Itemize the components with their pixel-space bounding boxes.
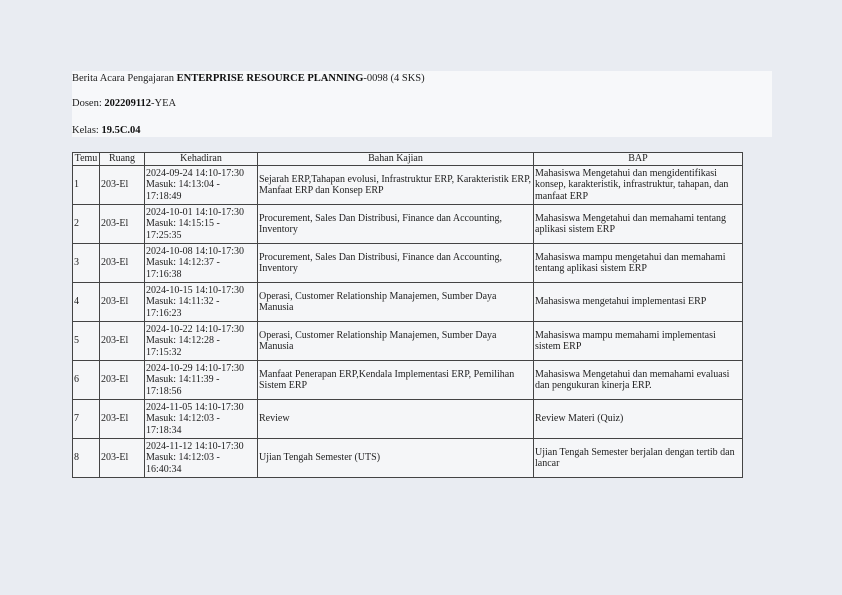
cell-ruang: 203-El <box>100 361 145 400</box>
kehadiran-masuk: Masuk: 14:13:04 - <box>146 179 220 191</box>
column-header-bap: BAP <box>534 153 743 166</box>
cell-kehadiran <box>145 439 258 478</box>
table-row <box>73 322 743 361</box>
kehadiran-keluar: 17:18:34 <box>146 424 182 436</box>
cell-temu: 4 <box>73 283 100 322</box>
cell-bahan-kajian: Operasi, Customer Relationship Manajemen, Sumber Daya Manusia <box>258 283 534 322</box>
kehadiran-masuk: Masuk: 14:15:15 - <box>146 218 220 230</box>
table-row <box>73 166 743 205</box>
lecturer-code: -YEA <box>151 98 177 109</box>
kehadiran-keluar: 16:40:34 <box>146 463 182 475</box>
kehadiran-masuk: Masuk: 14:12:37 - <box>146 257 220 269</box>
kehadiran-jadwal: 2024-11-05 14:10-17:30 <box>146 401 244 413</box>
cell-temu: 1 <box>73 166 100 205</box>
cell-bap: Mahasiswa mampu memahami implementasi sistem ERP <box>534 322 743 361</box>
kehadiran-keluar: 17:15:32 <box>146 346 182 358</box>
kehadiran-jadwal: 2024-10-15 14:10-17:30 <box>146 284 245 296</box>
table-row <box>73 361 743 400</box>
cell-bahan-kajian: Manfaat Penerapan ERP,Kendala Implementasi ERP, Pemilihan Sistem ERP <box>258 361 534 400</box>
kehadiran-masuk: Masuk: 14:12:28 - <box>146 335 220 347</box>
column-header-ruang: Ruang <box>100 153 145 166</box>
kehadiran-masuk: Masuk: 14:12:03 - <box>146 452 220 464</box>
table-header-row <box>73 153 743 166</box>
cell-kehadiran <box>145 166 258 205</box>
cell-ruang: 203-El <box>100 439 145 478</box>
attendance-table <box>72 152 743 478</box>
course-code: -0098 (4 SKS) <box>363 73 425 84</box>
cell-temu: 5 <box>73 322 100 361</box>
kehadiran-jadwal: 2024-09-24 14:10-17:30 <box>146 167 245 179</box>
cell-ruang: 203-El <box>100 322 145 361</box>
cell-bahan-kajian: Operasi, Customer Relationship Manajemen, Sumber Daya Manusia <box>258 322 534 361</box>
table-row <box>73 439 743 478</box>
title-prefix: Berita Acara Pengajaran <box>72 73 177 84</box>
kehadiran-jadwal: 2024-10-08 14:10-17:30 <box>146 245 245 257</box>
cell-bap: Mahasiswa mengetahui implementasi ERP <box>534 283 743 322</box>
cell-bahan-kajian: Procurement, Sales Dan Distribusi, Finance dan Accounting, Inventory <box>258 205 534 244</box>
cell-kehadiran <box>145 283 258 322</box>
cell-temu: 6 <box>73 361 100 400</box>
kehadiran-keluar: 17:16:38 <box>146 268 182 280</box>
cell-temu: 3 <box>73 244 100 283</box>
class-line <box>72 125 141 137</box>
cell-ruang: 203-El <box>100 283 145 322</box>
cell-ruang: 203-El <box>100 400 145 439</box>
cell-kehadiran <box>145 322 258 361</box>
cell-bahan-kajian: Ujian Tengah Semester (UTS) <box>258 439 534 478</box>
cell-temu: 7 <box>73 400 100 439</box>
kehadiran-masuk: Masuk: 14:11:39 - <box>146 374 220 386</box>
column-header-temu: Temu <box>73 153 100 166</box>
course-name: ENTERPRISE RESOURCE PLANNING <box>176 73 364 84</box>
cell-temu: 2 <box>73 205 100 244</box>
cell-kehadiran <box>145 244 258 283</box>
kehadiran-masuk: Masuk: 14:11:32 - <box>146 296 220 308</box>
kehadiran-keluar: 17:25:35 <box>146 229 182 241</box>
document-title <box>72 73 425 85</box>
document-header <box>72 71 772 137</box>
cell-ruang: 203-El <box>100 205 145 244</box>
kehadiran-jadwal: 2024-10-01 14:10-17:30 <box>146 206 245 218</box>
cell-bap: Mahasiswa Mengetahui dan mengidentifikasi konsep, karakteristik, infrastruktur, tahapan, dan manfaat ERP <box>534 166 743 205</box>
cell-ruang: 203-El <box>100 244 145 283</box>
table-row <box>73 400 743 439</box>
kehadiran-keluar: 17:18:49 <box>146 190 182 202</box>
cell-bap: Mahasiswa mampu mengetahui dan memahami tentang aplikasi sistem ERP <box>534 244 743 283</box>
lecturer-line <box>72 98 176 110</box>
cell-temu: 8 <box>73 439 100 478</box>
table-row <box>73 244 743 283</box>
column-header-bahan-kajian: Bahan Kajian <box>258 153 534 166</box>
kehadiran-jadwal: 2024-10-29 14:10-17:30 <box>146 362 245 374</box>
lecturer-id: 202209112 <box>104 98 152 109</box>
cell-ruang: 203-El <box>100 166 145 205</box>
cell-kehadiran <box>145 400 258 439</box>
cell-bahan-kajian: Review <box>258 400 534 439</box>
cell-bahan-kajian: Procurement, Sales Dan Distribusi, Finance dan Accounting, Inventory <box>258 244 534 283</box>
kehadiran-jadwal: 2024-11-12 14:10-17:30 <box>146 440 244 452</box>
kehadiran-jadwal: 2024-10-22 14:10-17:30 <box>146 323 245 335</box>
kehadiran-masuk: Masuk: 14:12:03 - <box>146 413 220 425</box>
column-header-kehadiran: Kehadiran <box>145 153 258 166</box>
cell-kehadiran <box>145 205 258 244</box>
cell-kehadiran <box>145 361 258 400</box>
cell-bap: Mahasiswa Mengetahui dan memahami evaluasi dan pengukuran kinerja ERP. <box>534 361 743 400</box>
class-label: Kelas: <box>72 125 102 136</box>
kehadiran-keluar: 17:16:23 <box>146 307 182 319</box>
cell-bap: Mahasiswa Mengetahui dan memahami tentang aplikasi sistem ERP <box>534 205 743 244</box>
cell-bap: Ujian Tengah Semester berjalan dengan tertib dan lancar <box>534 439 743 478</box>
kehadiran-keluar: 17:18:56 <box>146 385 182 397</box>
class-code: 19.5C.04 <box>101 125 141 136</box>
cell-bap: Review Materi (Quiz) <box>534 400 743 439</box>
table-row <box>73 205 743 244</box>
table-row <box>73 283 743 322</box>
lecturer-label: Dosen: <box>72 98 105 109</box>
cell-bahan-kajian: Sejarah ERP,Tahapan evolusi, Infrastruktur ERP, Karakteristik ERP, Manfaat ERP dan Konsep ERP <box>258 166 534 205</box>
